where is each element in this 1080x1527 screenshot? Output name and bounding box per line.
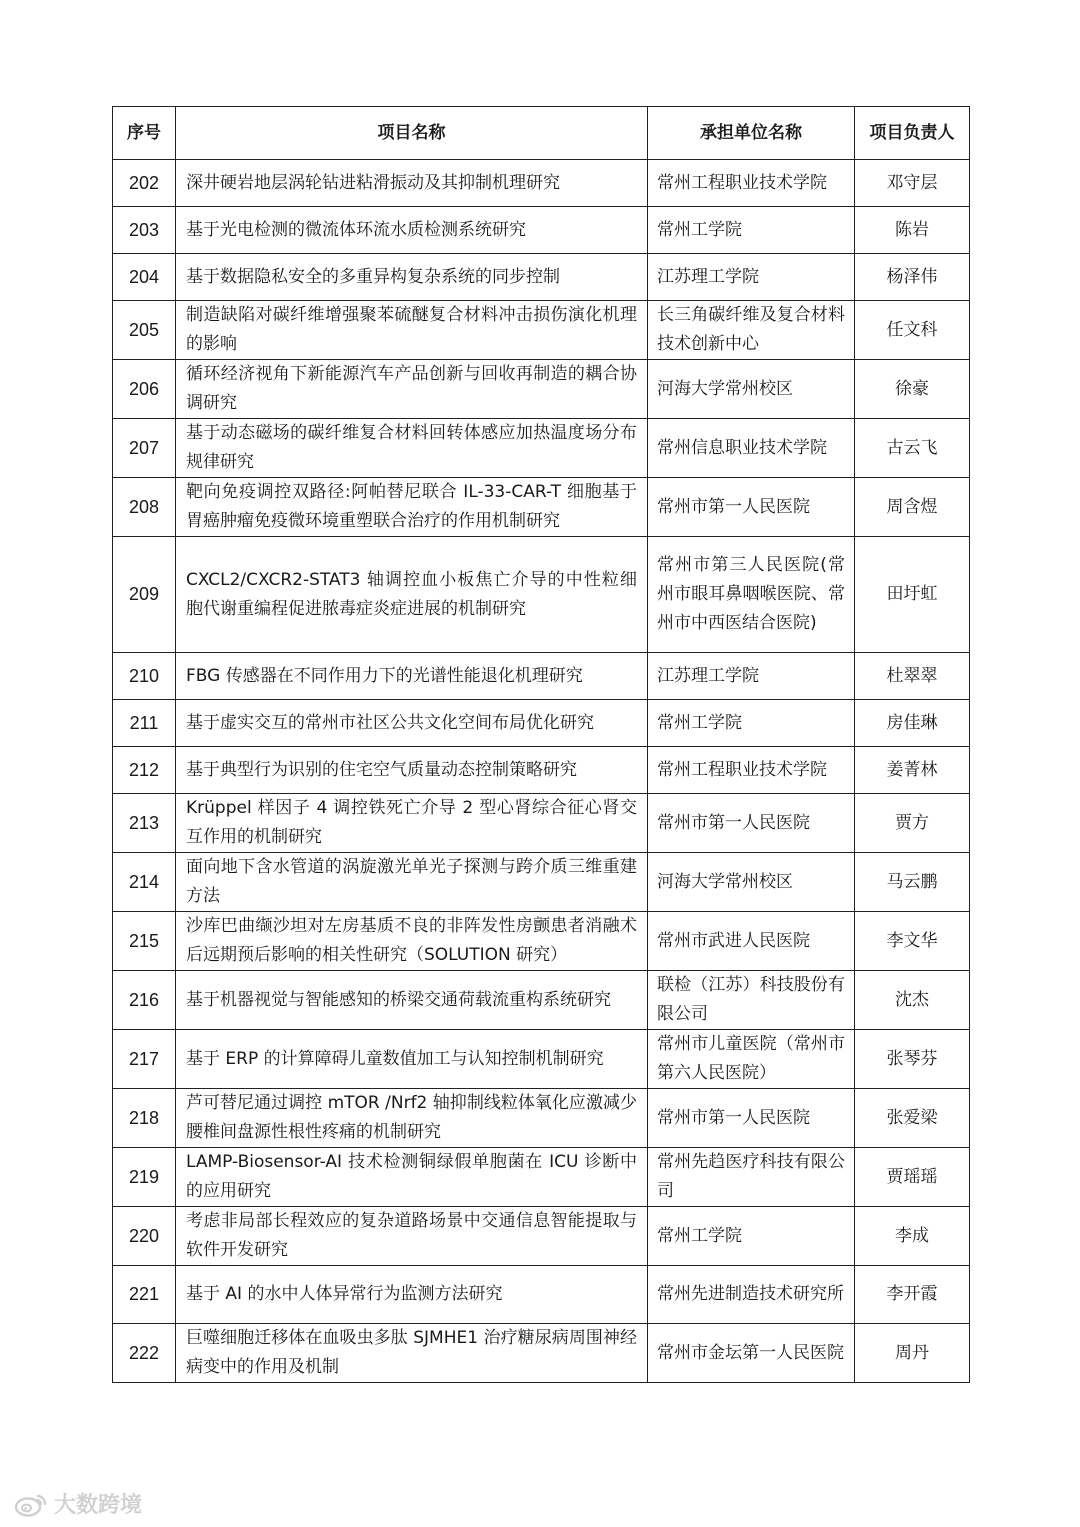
- row-project-name: 考虑非局部长程效应的复杂道路场景中交通信息智能提取与软件开发研究: [176, 1207, 648, 1266]
- watermark: [14, 1488, 142, 1519]
- row-project-lead: 沈杰: [855, 971, 970, 1030]
- row-index: 213: [113, 794, 176, 853]
- row-index: 219: [113, 1148, 176, 1207]
- row-index: 206: [113, 360, 176, 419]
- table-row: [113, 912, 970, 971]
- row-project-name: 基于数据隐私安全的多重异构复杂系统的同步控制: [176, 254, 648, 301]
- header-project-name: 项目名称: [176, 107, 648, 160]
- row-project-name: 基于 ERP 的计算障碍儿童数值加工与认知控制机制研究: [176, 1030, 648, 1089]
- row-unit-name: 常州工学院: [648, 1207, 855, 1266]
- row-unit-name: 长三角碳纤维及复合材料技术创新中心: [648, 301, 855, 360]
- row-project-name: Krüppel 样因子 4 调控铁死亡介导 2 型心肾综合征心肾交互作用的机制研究: [176, 794, 648, 853]
- table-row: [113, 301, 970, 360]
- row-project-name: 深井硬岩地层涡轮钻进粘滑振动及其抑制机理研究: [176, 160, 648, 207]
- table-row: [113, 478, 970, 537]
- row-unit-name: 河海大学常州校区: [648, 853, 855, 912]
- row-index: 204: [113, 254, 176, 301]
- table-row: [113, 1207, 970, 1266]
- row-unit-name: 常州先进制造技术研究所: [648, 1266, 855, 1324]
- table-row: [113, 1148, 970, 1207]
- row-project-lead: 杜翠翠: [855, 653, 970, 700]
- table-row: [113, 653, 970, 700]
- table-row: [113, 747, 970, 794]
- row-index: 217: [113, 1030, 176, 1089]
- row-unit-name: 常州市武进人民医院: [648, 912, 855, 971]
- header-unit-name: 承担单位名称: [648, 107, 855, 160]
- row-project-name: 面向地下含水管道的涡旋激光单光子探测与跨介质三维重建方法: [176, 853, 648, 912]
- row-index: 209: [113, 537, 176, 653]
- row-index: 212: [113, 747, 176, 794]
- row-unit-name: 河海大学常州校区: [648, 360, 855, 419]
- table-row: [113, 207, 970, 254]
- row-project-name: CXCL2/CXCR2-STAT3 轴调控血小板焦亡介导的中性粒细胞代谢重编程促进脓毒症炎症进展的机制研究: [176, 537, 648, 653]
- row-unit-name: 常州市第一人民医院: [648, 478, 855, 537]
- table-row: [113, 853, 970, 912]
- row-index: 202: [113, 160, 176, 207]
- row-project-lead: 贾方: [855, 794, 970, 853]
- header-index: 序号: [113, 107, 176, 160]
- row-project-lead: 任文科: [855, 301, 970, 360]
- table-row: [113, 700, 970, 747]
- row-project-name: 制造缺陷对碳纤维增强聚苯硫醚复合材料冲击损伤演化机理的影响: [176, 301, 648, 360]
- row-project-lead: 杨泽伟: [855, 254, 970, 301]
- row-index: 216: [113, 971, 176, 1030]
- weibo-logo-icon: [14, 1491, 48, 1517]
- row-index: 215: [113, 912, 176, 971]
- row-project-lead: 田圩虹: [855, 537, 970, 653]
- row-unit-name: 江苏理工学院: [648, 653, 855, 700]
- row-index: 218: [113, 1089, 176, 1148]
- row-unit-name: 联检（江苏）科技股份有限公司: [648, 971, 855, 1030]
- table-row: [113, 971, 970, 1030]
- row-unit-name: 常州工学院: [648, 700, 855, 747]
- row-index: 203: [113, 207, 176, 254]
- row-project-name: 靶向免疫调控双路径:阿帕替尼联合 IL-33-CAR-T 细胞基于胃癌肿瘤免疫微环境重塑联合治疗的作用机制研究: [176, 478, 648, 537]
- row-index: 221: [113, 1266, 176, 1324]
- row-project-name: 基于虚实交互的常州市社区公共文化空间布局优化研究: [176, 700, 648, 747]
- row-project-lead: 周含煜: [855, 478, 970, 537]
- row-unit-name: 常州市儿童医院（常州市第六人民医院）: [648, 1030, 855, 1089]
- row-project-lead: 贾瑶瑶: [855, 1148, 970, 1207]
- row-project-name: 基于典型行为识别的住宅空气质量动态控制策略研究: [176, 747, 648, 794]
- watermark-text: 大数跨境: [54, 1493, 143, 1518]
- row-index: 222: [113, 1324, 176, 1383]
- project-table: [112, 106, 970, 1383]
- row-index: 207: [113, 419, 176, 478]
- row-project-name: 基于 AI 的水中人体异常行为监测方法研究: [176, 1266, 648, 1324]
- row-unit-name: 常州先趋医疗科技有限公司: [648, 1148, 855, 1207]
- row-unit-name: 常州市第三人民医院(常州市眼耳鼻咽喉医院、常州市中西医结合医院): [648, 537, 855, 653]
- row-project-lead: 古云飞: [855, 419, 970, 478]
- table-row: [113, 794, 970, 853]
- row-index: 220: [113, 1207, 176, 1266]
- row-project-name: 基于机器视觉与智能感知的桥梁交通荷载流重构系统研究: [176, 971, 648, 1030]
- row-unit-name: 江苏理工学院: [648, 254, 855, 301]
- row-unit-name: 常州工程职业技术学院: [648, 747, 855, 794]
- table-row: [113, 419, 970, 478]
- row-project-lead: 张琴芬: [855, 1030, 970, 1089]
- row-unit-name: 常州市金坛第一人民医院: [648, 1324, 855, 1383]
- table-row: [113, 360, 970, 419]
- row-unit-name: 常州工学院: [648, 207, 855, 254]
- row-project-lead: 李开霞: [855, 1266, 970, 1324]
- row-unit-name: 常州信息职业技术学院: [648, 419, 855, 478]
- row-unit-name: 常州工程职业技术学院: [648, 160, 855, 207]
- row-project-name: LAMP-Biosensor-AI 技术检测铜绿假单胞菌在 ICU 诊断中的应用研究: [176, 1148, 648, 1207]
- table-row: [113, 537, 970, 653]
- header-project-lead: 项目负责人: [855, 107, 970, 160]
- row-project-lead: 周丹: [855, 1324, 970, 1383]
- table-row: [113, 1266, 970, 1324]
- row-project-lead: 房佳琳: [855, 700, 970, 747]
- row-project-lead: 马云鹏: [855, 853, 970, 912]
- row-unit-name: 常州市第一人民医院: [648, 1089, 855, 1148]
- row-project-lead: 陈岩: [855, 207, 970, 254]
- row-project-name: 基于动态磁场的碳纤维复合材料回转体感应加热温度场分布规律研究: [176, 419, 648, 478]
- row-project-name: 巨噬细胞迁移体在血吸虫多肽 SJMHE1 治疗糖尿病周围神经病变中的作用及机制: [176, 1324, 648, 1383]
- row-project-name: 循环经济视角下新能源汽车产品创新与回收再制造的耦合协调研究: [176, 360, 648, 419]
- row-project-lead: 邓守层: [855, 160, 970, 207]
- row-project-lead: 张爱梁: [855, 1089, 970, 1148]
- row-project-lead: 李文华: [855, 912, 970, 971]
- table-row: [113, 1089, 970, 1148]
- row-index: 205: [113, 301, 176, 360]
- table-row: [113, 1324, 970, 1383]
- row-project-lead: 姜菁林: [855, 747, 970, 794]
- table-row: [113, 1030, 970, 1089]
- row-index: 208: [113, 478, 176, 537]
- row-project-name: 沙库巴曲缬沙坦对左房基质不良的非阵发性房颤患者消融术后远期预后影响的相关性研究（SOLUTION 研究）: [176, 912, 648, 971]
- table-header-row: [113, 107, 970, 160]
- row-project-name: FBG 传感器在不同作用力下的光谱性能退化机理研究: [176, 653, 648, 700]
- table-row: [113, 254, 970, 301]
- row-project-name: 芦可替尼通过调控 mTOR /Nrf2 轴抑制线粒体氧化应激减少腰椎间盘源性根性疼痛的机制研究: [176, 1089, 648, 1148]
- row-project-lead: 徐豪: [855, 360, 970, 419]
- row-index: 211: [113, 700, 176, 747]
- row-index: 214: [113, 853, 176, 912]
- row-index: 210: [113, 653, 176, 700]
- row-unit-name: 常州市第一人民医院: [648, 794, 855, 853]
- row-project-name: 基于光电检测的微流体环流水质检测系统研究: [176, 207, 648, 254]
- row-project-lead: 李成: [855, 1207, 970, 1266]
- table-row: [113, 160, 970, 207]
